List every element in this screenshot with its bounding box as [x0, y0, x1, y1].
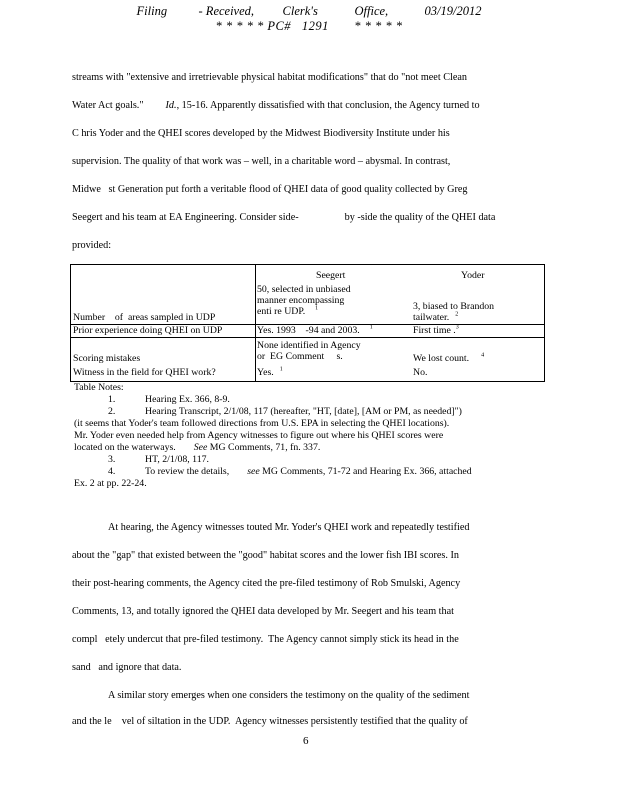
text-line: At hearing, the Agency witnesses touted Mr. Yoder's QHEI work and repeatedly testified [108, 522, 470, 533]
text-line: provided: [72, 240, 112, 251]
text-span: by -side the quality of the QHEI data [344, 212, 496, 223]
note-text: Hearing Transcript, 2/1/08, 117 (hereafter, "HT, [date], [AM or PM, as needed]") [145, 406, 462, 417]
yoder-cell [413, 353, 484, 364]
note-number: 4. [108, 466, 116, 477]
filing-stamp-line [0, 4, 618, 19]
table-rule [71, 337, 544, 338]
received-label: - Received, [198, 4, 255, 18]
page-number: 6 [303, 735, 309, 747]
column-header-yoder: Yoder [461, 270, 485, 281]
filing-header [0, 4, 618, 34]
note-number: 3. [108, 454, 116, 465]
text-line: compl etely undercut that pre-filed testimony. The Agency cannot simply stick its head in the [72, 634, 459, 645]
note-text: Hearing Ex. 366, 8-9. [145, 394, 230, 405]
notes-title: Table Notes: [74, 382, 124, 393]
note-text [145, 466, 472, 477]
yoder-cell: No. [413, 367, 428, 378]
cell-text: First time . [413, 325, 456, 336]
filing-label: Filing [136, 4, 168, 18]
text-line: and the le vel of siltation in the UDP. Agency witnesses persistently testified that the quality of [72, 716, 468, 727]
text-span: , 15-16. Apparently dissatisfied with that conclusion, the Agency turned to [176, 100, 480, 111]
note-number: 1. [108, 394, 116, 405]
signal-see: See [193, 442, 208, 453]
footnote-ref: 1 [369, 324, 373, 331]
table-divider [255, 265, 256, 381]
note-span: MG Comments, 71, fn. 337. [207, 442, 321, 453]
text-line [72, 212, 495, 223]
cell-line: 3, biased to Brandon [413, 301, 495, 312]
note-text: (it seems that Yoder's team followed directions from U.S. EPA in selecting the QHEI locations). [74, 418, 450, 429]
seegert-cell [257, 284, 351, 317]
text-line [72, 100, 480, 111]
text-line: C hris Yoder and the QHEI scores developed by the Midwest Biodiversity Institute under his [72, 128, 450, 139]
cell-text: We lost count. [413, 353, 470, 364]
row-label: Witness in the field for QHEI work? [73, 367, 216, 378]
text-span: Water Act goals." [72, 100, 144, 111]
note-span: MG Comments, 71-72 and Hearing Ex. 366, attached [259, 466, 472, 477]
citation-id: Id. [165, 100, 177, 111]
cell-line: 50, selected in unbiased [257, 284, 351, 295]
signal-see: see [247, 466, 260, 477]
footnote-ref: 4 [481, 352, 485, 359]
filing-date: 03/19/2012 [424, 4, 482, 18]
note-text: Mr. Yoder even needed help from Agency witnesses to figure out where his QHEI scores were [74, 430, 444, 441]
text-line: supervision. The quality of that work was – well, in a charitable word – abysmal. In contrast, [72, 156, 451, 167]
column-header-seegert: Seegert [316, 270, 346, 281]
note-span: located on the waterways. [74, 442, 176, 453]
text-line: their post-hearing comments, the Agency cited the pre-filed testimony of Rob Smulski, Agency [72, 578, 461, 589]
text-line: sand and ignore that data. [72, 662, 182, 673]
seegert-cell [257, 340, 361, 362]
cell-line: None identified in Agency [257, 340, 361, 351]
footnote-ref: 1 [315, 305, 319, 312]
footnote-ref: 2 [455, 311, 459, 318]
text-line: Midwe st Generation put forth a veritable flood of QHEI data of good quality collected by Greg [72, 184, 468, 195]
row-label: Scoring mistakes [73, 353, 141, 364]
footnote-ref: 1 [279, 366, 283, 373]
cell-text: tailwater. [413, 312, 450, 323]
text-line: Comments, 13, and totally ignored the QHEI data developed by Mr. Seegert and his team that [72, 606, 454, 617]
seegert-cell [257, 367, 283, 378]
qhei-comparison-table [70, 264, 545, 382]
note-text [74, 442, 320, 453]
text-span: Seegert and his team at EA Engineering. Consider side- [72, 212, 299, 223]
note-text: Ex. 2 at pp. 22-24. [74, 478, 147, 489]
cell-text: enti re UDP. [257, 306, 306, 317]
yoder-cell [413, 301, 494, 323]
note-span: To review the details, [145, 466, 230, 477]
text-line: streams with "extensive and irretrievable physical habitat modifications" that do "not meet Clean [72, 72, 467, 83]
footnote-ref: 3 [455, 324, 459, 331]
text-line: about the "gap" that existed between the "good" habitat scores and the lower fish IBI scores. In [72, 550, 459, 561]
cell-line [257, 306, 351, 317]
row-label: Number of areas sampled in UDP [73, 312, 216, 323]
text-line: A similar story emerges when one considers the testimony on the quality of the sediment [108, 690, 470, 701]
row-label: Prior experience doing QHEI on UDP [73, 325, 223, 336]
seegert-cell [257, 325, 373, 336]
clerks-label: Clerk's [282, 4, 318, 18]
cell-text: Yes. [257, 367, 274, 378]
cell-line [413, 312, 494, 323]
cell-line: or EG Comment s. [257, 351, 343, 362]
note-number: 2. [108, 406, 116, 417]
pc-number-line: * * * * * PC# 1291 * * * * * [215, 19, 403, 33]
note-text: HT, 2/1/08, 117. [145, 454, 209, 465]
cell-line: manner encompassing [257, 295, 345, 306]
office-label: Office, [354, 4, 389, 18]
cell-text: Yes. 1993 -94 and 2003. [257, 325, 360, 336]
yoder-cell [413, 325, 459, 336]
